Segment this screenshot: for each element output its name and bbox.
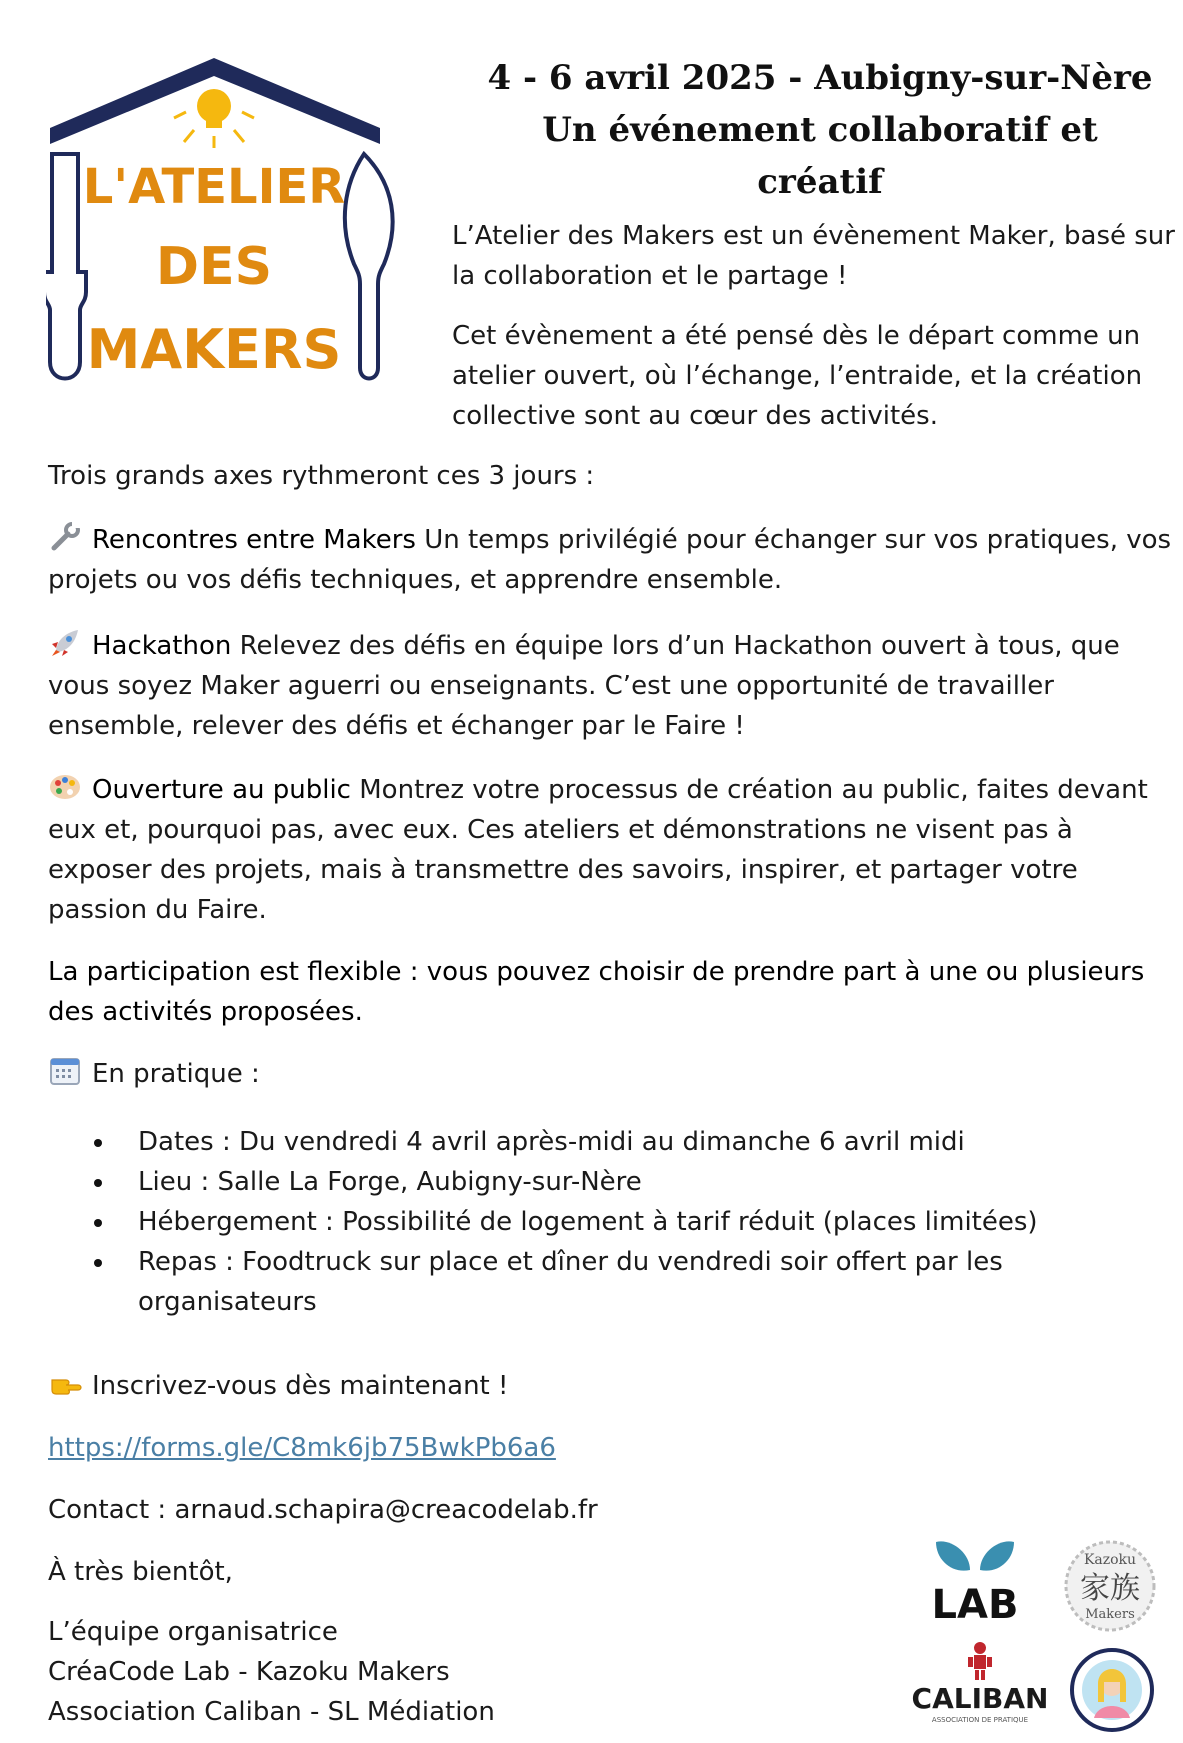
axis-meetings-text: Un temps privilégié pour échanger sur vos pratiques, vos projets ou vos défis techniques, et apprendre ensemble.: [48, 525, 1172, 595]
kazoku-makers-logo: [1062, 1538, 1158, 1634]
registration-link[interactable]: https://forms.gle/C8mk6jb75BwkPb6a6: [48, 1433, 556, 1463]
svg-text:Makers: Makers: [1085, 1607, 1135, 1622]
robot-icon: [968, 1642, 992, 1680]
event-subtitle: Un événement collaboratif et créatif: [542, 110, 1098, 202]
signup-line: [48, 1366, 1178, 1406]
contact-line: Contact : arnaud.schapira@creacodelab.fr: [48, 1495, 598, 1525]
intro-paragraph-2: Cet évènement a été pensé dès le départ comme un atelier ouvert, où l’échange, l’entraide, et la création collective sont au cœur des activités.: [452, 321, 1143, 431]
event-date-location: 4 - 6 avril 2025 - Aubigny-sur-Nère: [487, 58, 1153, 98]
signature-block: [48, 1612, 748, 1732]
closing-greeting: À très bientôt,: [48, 1557, 233, 1587]
signup-text: Inscrivez-vous dès maintenant !: [92, 1371, 509, 1401]
axes-intro: Trois grands axes rythmeront ces 3 jours :: [48, 461, 595, 491]
axis-public: [48, 770, 1178, 930]
axis-hackathon-title: Hackathon: [92, 631, 232, 661]
axis-public-text: Montrez votre processus de création au public, faites devant eux et, pourquoi pas, avec eux. Ces ateliers et démonstrations ne visent pas à exposer des projets, mais à transmettre des savoirs, inspirer, et partager votre passion du Faire.: [48, 775, 1148, 925]
palette-icon: [48, 772, 82, 802]
practical-heading: [48, 1054, 1178, 1094]
practical-item-lodging: Hébergement : Possibilité de logement à tarif réduit (places limitées): [48, 1202, 1108, 1242]
intro-paragraph-1: L’Atelier des Makers est un évènement Maker, basé sur la collaboration et le partage !: [452, 221, 1175, 291]
caliban-logo: [908, 1640, 1058, 1730]
axis-public-title: Ouverture au public: [92, 775, 351, 805]
screwdriver-icon: [46, 154, 86, 379]
participation-note: La participation est flexible : vous pouvez choisir de prendre part à une ou plusieurs des activités proposées.: [48, 957, 1145, 1027]
wrench-icon: [48, 522, 82, 552]
svg-text:ASSOCIATION DE PRATIQUE: ASSOCIATION DE PRATIQUE: [931, 1716, 1029, 1724]
svg-text:MAKERS: MAKERS: [86, 318, 342, 381]
brush-icon: [345, 154, 393, 379]
practical-title: En pratique :: [92, 1059, 260, 1089]
svg-text:LAB: LAB: [931, 1582, 1019, 1622]
axis-hackathon: [48, 626, 1178, 746]
svg-text:Kazoku: Kazoku: [1083, 1552, 1137, 1568]
signature-orgs-1: CréaCode Lab - Kazoku Makers: [48, 1657, 450, 1687]
pointing-hand-icon: [48, 1368, 82, 1398]
svg-text:家族: 家族: [1080, 1571, 1140, 1606]
event-header: [480, 52, 1160, 208]
svg-text:CALIBAN: CALIBAN: [911, 1682, 1049, 1715]
axis-meetings-title: Rencontres entre Makers: [92, 525, 416, 555]
signature-orgs-2: Association Caliban - SL Médiation: [48, 1697, 495, 1727]
signature-team: L’équipe organisatrice: [48, 1617, 338, 1647]
lightbulb-icon: [174, 89, 254, 148]
svg-text:L'ATELIER: L'ATELIER: [82, 159, 346, 215]
sl-mediation-logo: [1068, 1644, 1156, 1736]
practical-item-location: Lieu : Salle La Forge, Aubigny-sur-Nère: [48, 1162, 1108, 1202]
axis-meetings: [48, 520, 1178, 600]
practical-item-dates: Dates : Du vendredi 4 avril après-midi au dimanche 6 avril midi: [48, 1122, 1108, 1162]
creacode-lab-logo: [930, 1538, 1020, 1622]
practical-list: [48, 1122, 1108, 1322]
rocket-icon: [48, 628, 82, 658]
atelier-des-makers-logo: [46, 58, 446, 428]
practical-item-meals: Repas : Foodtruck sur place et dîner du vendredi soir offert par les organisateurs: [48, 1242, 1058, 1322]
axis-hackathon-text: Relevez des défis en équipe lors d’un Hackathon ouvert à tous, que vous soyez Maker aguerri ou enseignants. C’est une opportunité de travailler ensemble, relever des défis et échanger par le Faire !: [48, 631, 1120, 741]
calendar-icon: [48, 1056, 82, 1086]
svg-text:DES: DES: [155, 237, 273, 297]
